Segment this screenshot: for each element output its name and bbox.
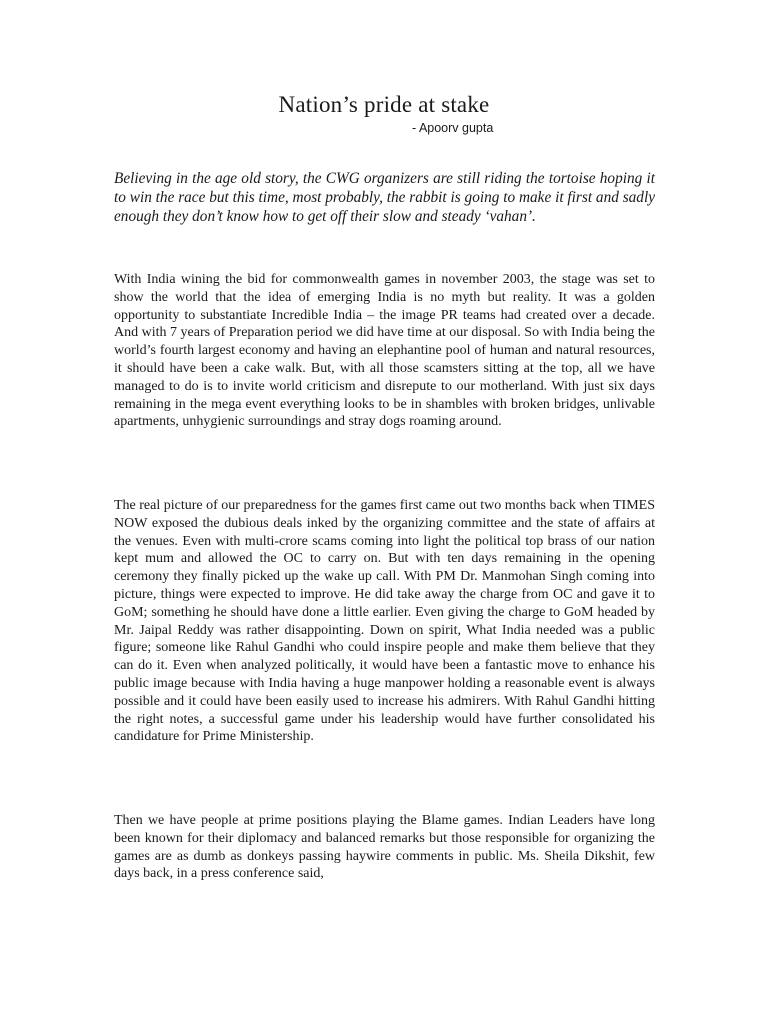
body-paragraph-3: Then we have people at prime positions playing the Blame games. Indian Leaders have long been known for their diplomacy and balanced remarks but those responsible for organizing the games are as dumb as donkeys passing haywire comments in public. Ms. Sheila Dikshit, few days back, in a press conference said,	[114, 813, 655, 882]
intro-paragraph: Believing in the age old story, the CWG organizers are still riding the tortoise hoping it to win the race but this time, most probably, the rabbit is going to make it first and sadly enough they don’t know how to get off their slow and steady ‘vahan’.	[114, 170, 655, 225]
body-paragraph-1: With India wining the bid for commonwealth games in november 2003, the stage was set to show the world that the idea of emerging India is no myth but reality. It was a golden opportunity to substantiate Incredible India – the image PR teams had created over a decade. And with 7 years of Preparation period we did have time at our disposal. So with India being the world’s fourth largest economy and having an elephantine pool of human and natural resources, it should have been a cake walk. But, with all those scamsters sitting at the top, all we have managed to do is to invite world criticism and disrepute to our motherland. With just six days remaining in the mega event everything looks to be in shambles with broken bridges, unlivable apartments, unhygienic surroundings and stray dogs roaming around.	[114, 272, 655, 430]
body-paragraph-2: The real picture of our preparedness for the games first came out two months back when TIMES NOW exposed the dubious deals inked by the organizing committee and the state of affairs at the venues. Even with multi-crore scams coming into light the political top brass of our nation kept mum and allowed the OC to carry on. But with ten days remaining in the opening ceremony they finally picked up the wake up call. With PM Dr. Manmohan Singh coming into picture, things were expected to improve. He did take away the charge from OC and gave it to GoM; something he should have done a little earlier. Even giving the charge to GoM headed by Mr. Jaipal Reddy was rather disappointing. Down on spirit, What India needed was a public figure; someone like Rahul Gandhi who could inspire people and make them believe that they can do it. Even when analyzed politically, it would have been a fantastic move to enhance his public image because with India having a huge manpower holding a reasonable event is always possible and it could have been easily used to increase his admirers. With Rahul Gandhi hitting the right notes, a successful game under his leadership would have further consolidated his candidature for Prime Ministership.	[114, 498, 655, 745]
article-author: - Apoorv gupta	[412, 121, 494, 135]
article-title: Nation’s pride at stake	[278, 92, 490, 117]
